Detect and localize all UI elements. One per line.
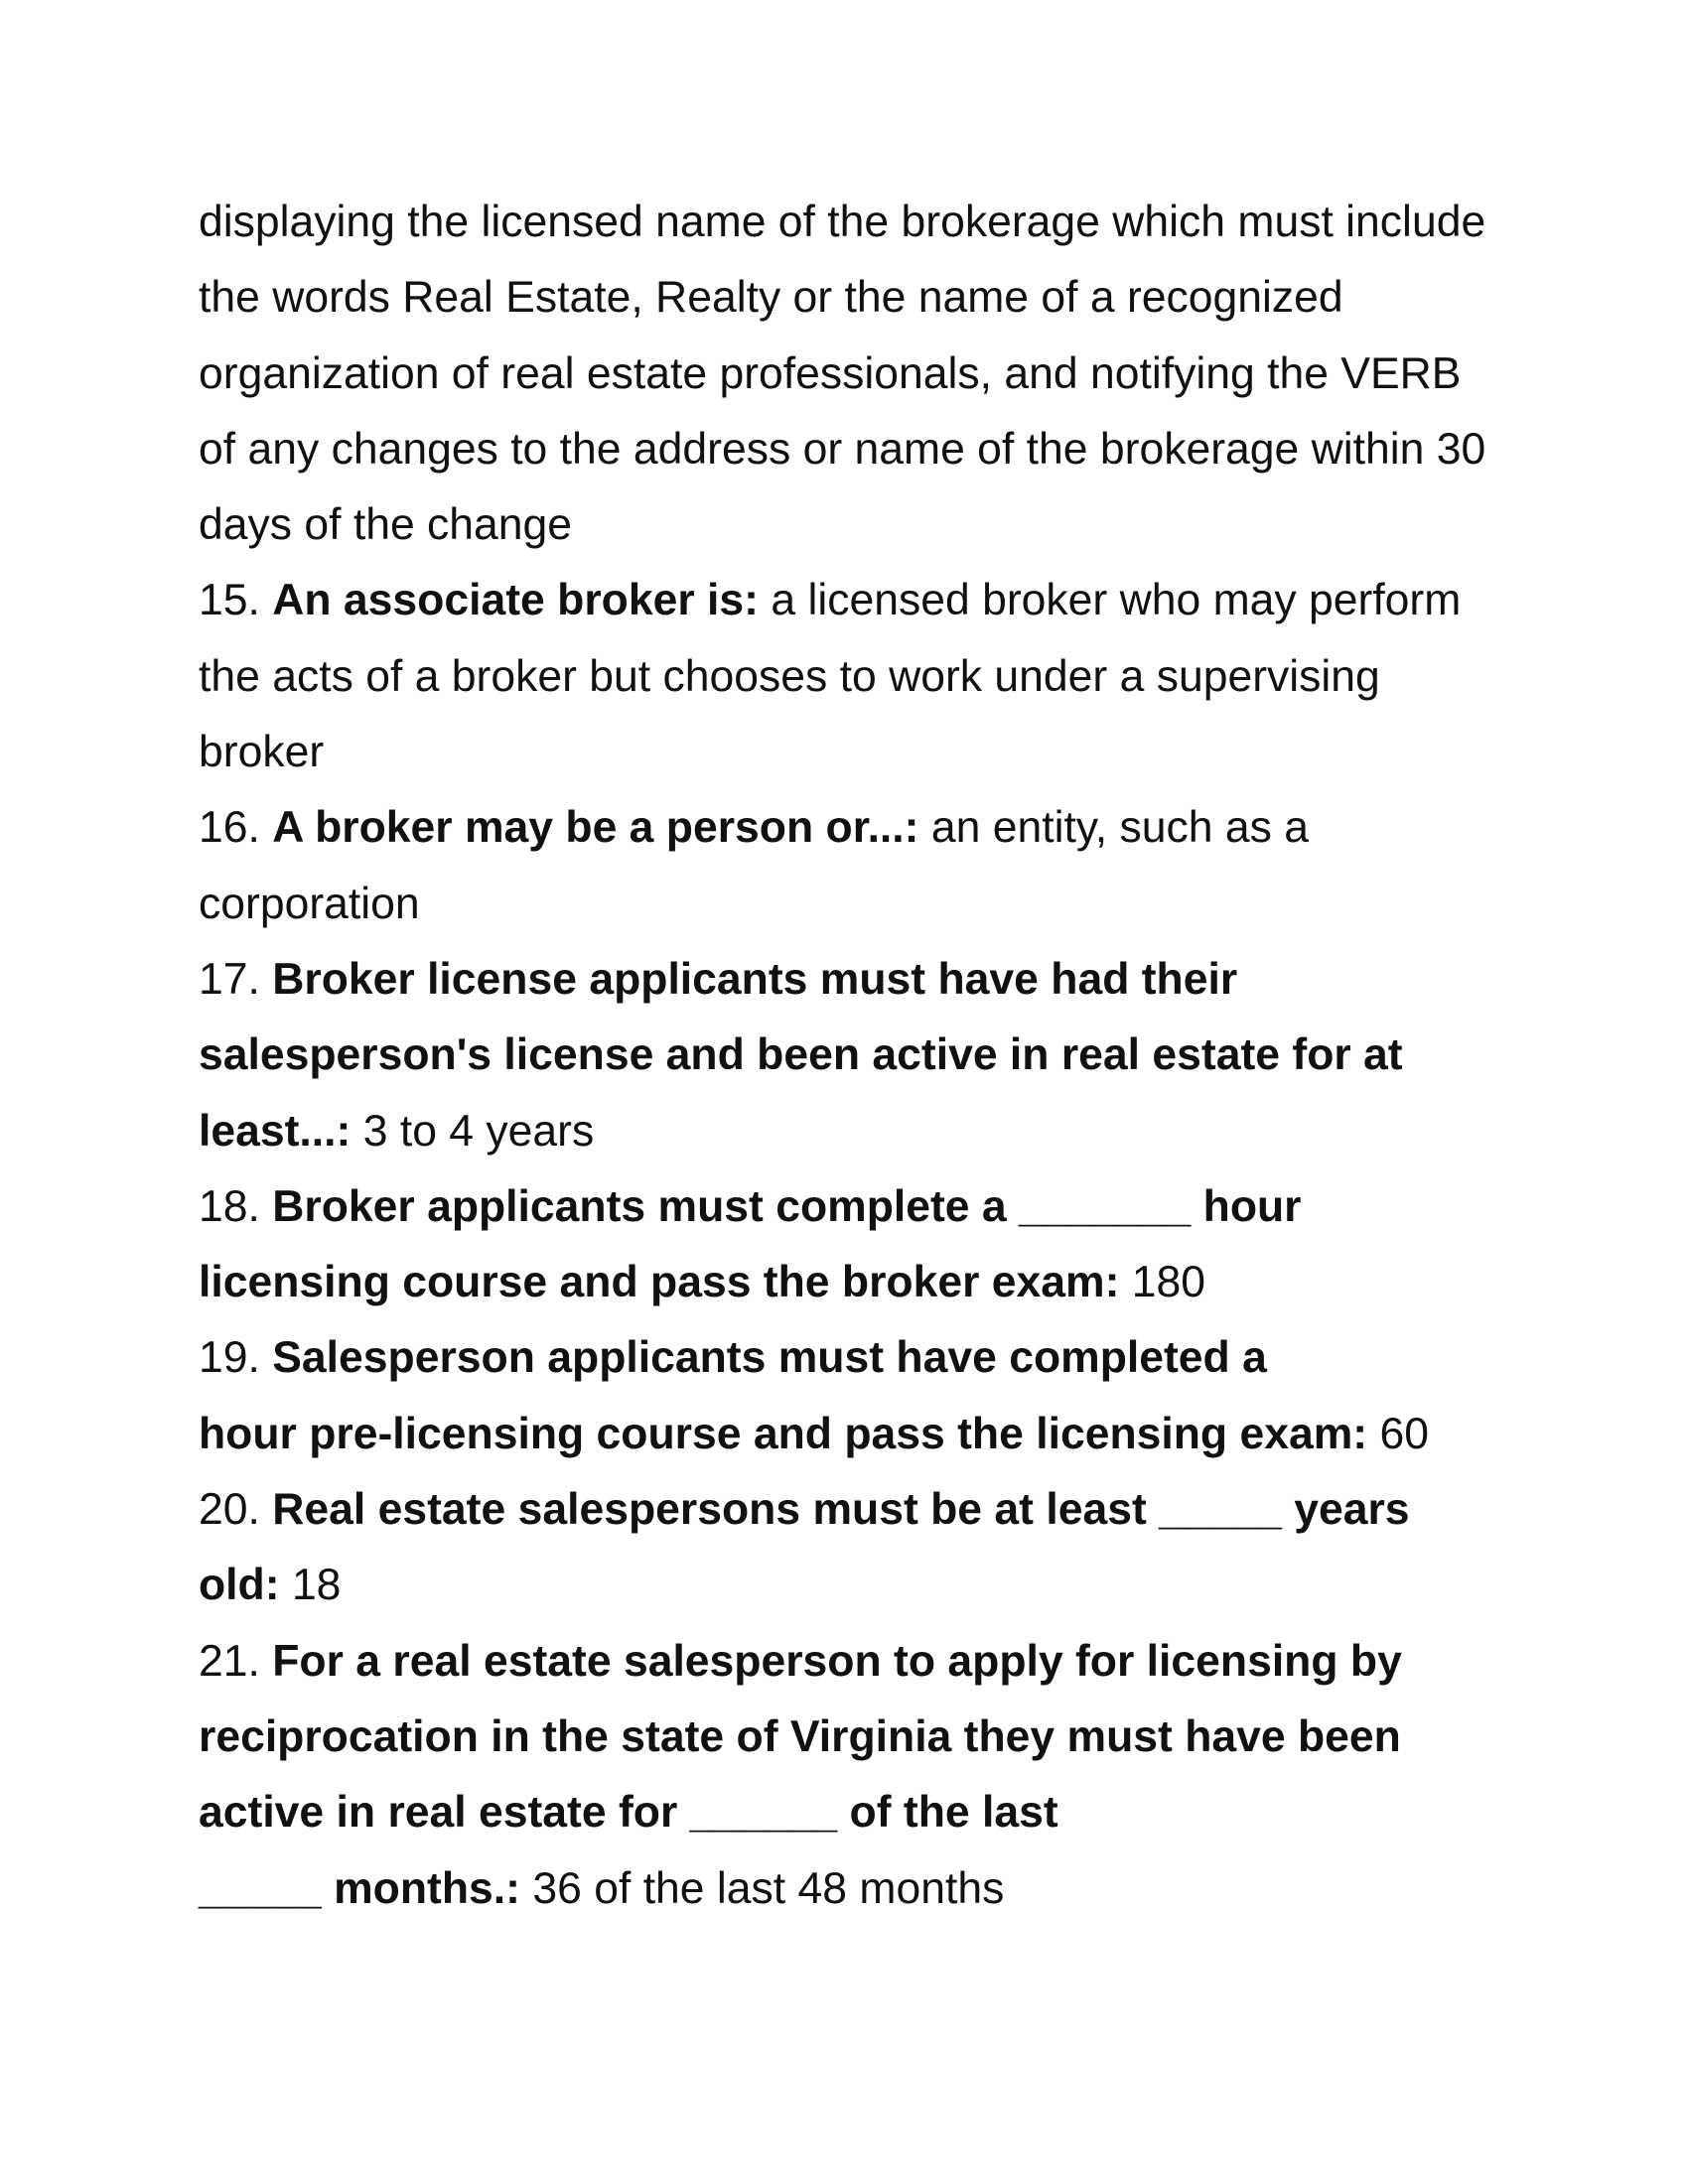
q16-answer: an entity, such as a	[930, 803, 1309, 853]
intro-line-2: the words Real Estate, Realty or the name of a recognized	[199, 273, 1343, 323]
q17-question: Broker license applicants must have had their	[272, 954, 1238, 1004]
q18-line-1	[199, 1169, 1509, 1245]
q15-line-1	[199, 563, 1509, 638]
q19-number: 19.	[199, 1333, 260, 1383]
q17-answer: 3 to 4 years	[362, 1106, 595, 1156]
q19-answer: 60	[1379, 1409, 1429, 1458]
q21-number: 21.	[199, 1636, 260, 1686]
q15-line-3: broker	[199, 728, 325, 777]
q19-line-2	[199, 1397, 1509, 1472]
q17-line-3	[199, 1094, 1509, 1169]
q15-number: 15.	[199, 576, 260, 625]
q20-number: 20.	[199, 1485, 260, 1535]
q18-answer: 180	[1131, 1258, 1206, 1307]
q17-line-2: salesperson's license and been active in real estate for at	[199, 1030, 1403, 1080]
q19-question: Salesperson applicants must have completed a	[272, 1333, 1267, 1383]
q19-line-1	[199, 1320, 1509, 1396]
intro-line-3: organization of real estate professionals, and notifying the VERB	[199, 348, 1462, 398]
q16-line-2: corporation	[199, 879, 420, 928]
q18-question: Broker applicants must complete a _______ hour	[272, 1181, 1302, 1231]
q20-answer: 18	[291, 1561, 342, 1610]
q21-line-4	[199, 1851, 1509, 1927]
q20-question: Real estate salespersons must be at least _____ years	[272, 1485, 1410, 1535]
q21-question: For a real estate salesperson to apply for licensing by	[272, 1636, 1402, 1686]
q15-answer: a licensed broker who may perform	[771, 576, 1462, 625]
q17-question-end: least...:	[199, 1106, 352, 1156]
intro-line-4: of any changes to the address or name of the brokerage within 30	[199, 424, 1486, 474]
q20-question-end: old:	[199, 1561, 280, 1610]
q16-question: A broker may be a person or...:	[272, 803, 919, 853]
q18-line-2	[199, 1245, 1509, 1320]
q15-line-2: the acts of a broker but chooses to work under a supervising	[199, 651, 1380, 701]
q15-question: An associate broker is:	[272, 576, 759, 625]
q21-line-3: active in real estate for ______ of the last	[199, 1788, 1058, 1838]
q21-answer: 36 of the last 48 months	[532, 1863, 1005, 1913]
q21-line-1	[199, 1624, 1509, 1700]
flashcard-text	[199, 185, 1509, 1927]
intro-line-1: displaying the licensed name of the brokerage which must include	[199, 198, 1486, 246]
q16-number: 16.	[199, 803, 260, 853]
q18-question-end: licensing course and pass the broker exam:	[199, 1258, 1120, 1307]
q18-number: 18.	[199, 1181, 260, 1231]
q17-number: 17.	[199, 954, 260, 1004]
q19-question-end: hour pre-licensing course and pass the licensing exam:	[199, 1409, 1368, 1458]
q21-question-end: _____ months.:	[199, 1863, 520, 1913]
q21-line-2: reciprocation in the state of Virginia they must have been	[199, 1711, 1401, 1761]
q20-line-1	[199, 1472, 1509, 1548]
intro-line-5: days of the change	[199, 500, 573, 550]
q16-line-1	[199, 790, 1509, 866]
q20-line-2	[199, 1548, 1509, 1623]
q17-line-1	[199, 942, 1509, 1018]
